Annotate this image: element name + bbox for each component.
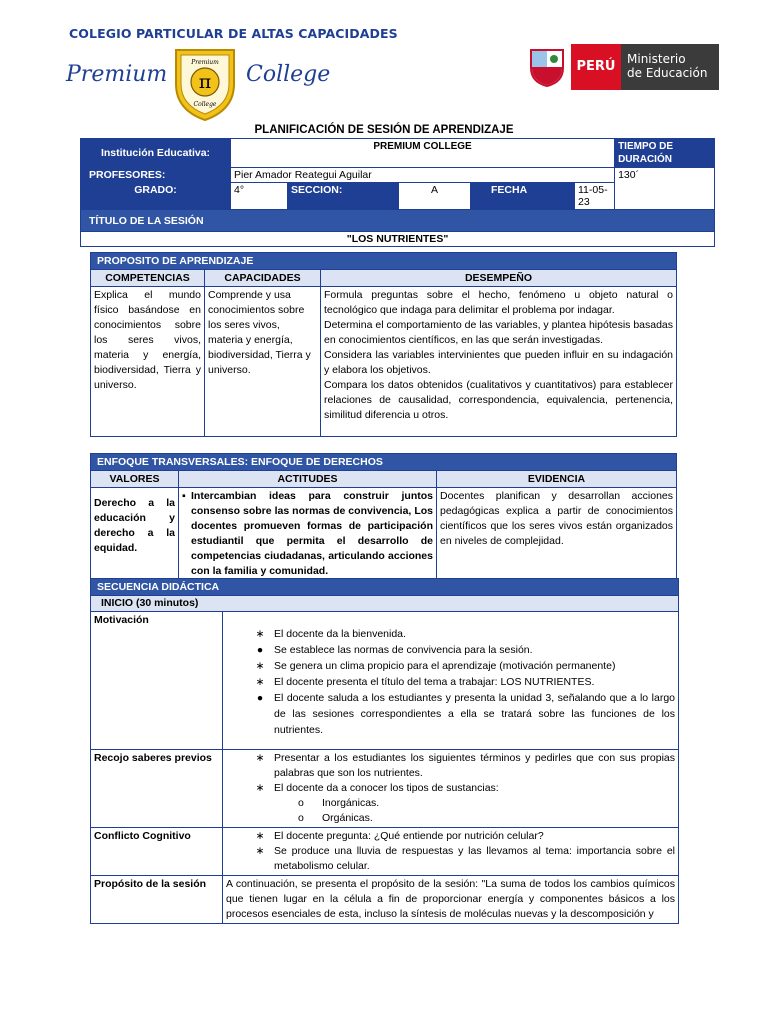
crest-top-text: Premium [191,59,219,66]
list-item: ∗ Se genera un clima propicio para el aprendizaje (motivación permanente) [255,660,616,672]
desempeno-item: Considera las variables intervinientes que pueden influir en su indagación y elabora los objetivos. [324,349,674,376]
list-item: ∗ El docente pregunta: ¿Qué entiende por nutrición celular? [255,830,544,842]
ministry-logo [527,44,719,90]
proposito-table [90,252,677,437]
bullet-icon: ▪ [182,490,186,502]
bullet-icon: ● [256,644,264,656]
grado-label: GRADO: [81,183,231,210]
desempeno-item: Determina el comportamiento de las variables, y plantea hipótesis basadas en conocimientos científicos, en las que serán investigadas. [324,319,674,346]
secuencia-table [90,578,679,924]
list-item: ● Se establece las normas de convivencia para la sesión. [226,642,675,658]
enfoque-title: ENFOQUE TRANSVERSALES: ENFOQUE DE DERECHOS [91,454,677,471]
list-item: ● El docente saluda a los estudiantes y presenta la unidad 3, señalando que a lo largo de las sesiones correspondientes a ella se tratará sobre las funciones de los nutrientes. [226,690,675,738]
info-table [80,138,715,247]
capacidades-header: CAPACIDADES [205,270,321,287]
school-crest-logo [172,44,238,122]
proposito-sesion-label: Propósito de la sesión [91,876,223,924]
grado-value: 4° [231,183,288,210]
titulo-label: TÍTULO DE LA SESIÓN [81,210,715,232]
list-item: ∗ Presentar a los estudiantes los siguientes términos y pedirles que con sus propias palabras que son los nutrientes. [255,752,675,779]
proposito-sesion-cell: A continuación, se presenta el propósito de la sesión: "La suma de todos los cambios químicos que tienen lugar en la célula a fin de proporcionar energía y componentes básicos a los procesos esenciales de esta, incluso la síntesis de moléculas nuevas y la descomposición y [223,876,679,924]
motivacion-label: Motivación [91,612,223,750]
desempeno-item: Formula preguntas sobre el hecho, fenómeno u objeto natural o tecnológico que indaga para delimitar el problema por indagar. [324,289,674,316]
bullet-icon: ∗ [255,752,265,764]
actitudes-text: Intercambian ideas para construir juntos consenso sobre las normas de convivencia, Los docentes promueven formas de participación estudiantil que permita el desarrollo de competencias ciudadanas, articulando acciones con la familia y comunidad. [191,490,433,577]
list-item: ∗ El docente da a conocer los tipos de sustancias: [255,782,499,794]
enfoque-table [90,453,677,581]
bullet-icon: ∗ [255,660,265,672]
bullet-icon: ∗ [255,830,265,842]
tiempo-label: TIEMPO DE DURACIÓN [615,139,715,168]
tiempo-value: 130´ [615,168,715,210]
evidencia-cell: Docentes planifican y desarrollan acciones pedagógicas explica a partir de conocimientos científicos que los seres vivos están organizados en niveles de complejidad. [437,488,677,581]
bullet-icon: ∗ [255,782,265,794]
valores-header: VALORES [91,471,179,488]
desempeno-item: Compara los datos obtenidos (cualitativos y cuantitativos) para establecer relaciones de causalidad, correspondencia, equivalencia, pertenencia, similitud diferencia u otros. [324,379,674,421]
ministry-line-1: Ministerio [627,52,686,66]
actitudes-header: ACTITUDES [179,471,437,488]
institucion-value: PREMIUM COLLEGE [231,139,615,168]
list-subitem: o Inorgánicas. [298,797,380,809]
ministry-line-2: de Educación [627,66,708,80]
brand-left-text: Premium [66,62,168,87]
ministry-badge [621,44,719,90]
fecha-value: 11-05-23 [575,183,615,210]
proposito-title: PROPOSITO DE APRENDIZAJE [91,253,677,270]
list-item: ∗ El docente presenta el título del tema a trabajar: LOS NUTRIENTES. [255,676,595,688]
list-item: ∗ Se produce una lluvia de respuestas y las llevamos al tema: importancia sobre el metabolismo celular. [255,845,675,872]
institucion-label: Institución Educativa: [81,139,231,168]
conflicto-label: Conflicto Cognitivo [91,828,223,876]
list-item: ∗ El docente da la bienvenida. [255,628,406,640]
list-subitem: o Orgánicas. [298,812,373,824]
desempeno-cell [321,287,677,437]
conflicto-cell [223,828,679,876]
secuencia-title: SECUENCIA DIDÁCTICA [91,579,679,596]
bullet-icon: ∗ [255,845,265,857]
profesores-label: PROFESORES: [81,168,231,183]
actitudes-cell [179,488,437,581]
peru-shield-icon [527,46,567,88]
crest-symbol: π [198,71,212,93]
titulo-value: "LOS NUTRIENTES" [81,232,715,247]
saberes-label: Recojo saberes previos [91,750,223,828]
circle-bullet-icon: o [298,797,304,809]
competencias-header: COMPETENCIAS [91,270,205,287]
document-title: PLANIFICACIÓN DE SESIÓN DE APRENDIZAJE [254,124,514,136]
valores-cell: Derecho a la educación y derecho a la equidad. [91,488,179,581]
evidencia-header: EVIDENCIA [437,471,677,488]
brand-right-text: College [246,62,331,87]
peru-badge: PERÚ [571,44,621,90]
competencias-cell: Explica el mundo físico basándose en conocimientos sobre los seres vivos, materia y energía, biodiversidad, Tierra y universo. [91,287,205,437]
capacidades-cell: Comprende y usa conocimientos sobre los seres vivos, materia y energía, biodiversidad, Tierra y universo. [205,287,321,437]
circle-bullet-icon: o [298,812,304,824]
motivacion-cell [223,612,679,750]
inicio-header: INICIO (30 minutos) [91,596,679,612]
bullet-icon: ● [256,692,264,704]
crest-bottom-text: College [193,101,217,108]
desempeno-header: DESEMPEÑO [321,270,677,287]
school-name: COLEGIO PARTICULAR DE ALTAS CAPACIDADES [69,26,398,41]
fecha-label: FECHA [471,183,575,210]
bullet-icon: ∗ [255,628,265,640]
bullet-icon: ∗ [255,676,265,688]
seccion-value: A [399,183,471,210]
seccion-label: SECCION: [288,183,399,210]
profesores-value: Pier Amador Reategui Aguilar [231,168,615,183]
saberes-cell [223,750,679,828]
